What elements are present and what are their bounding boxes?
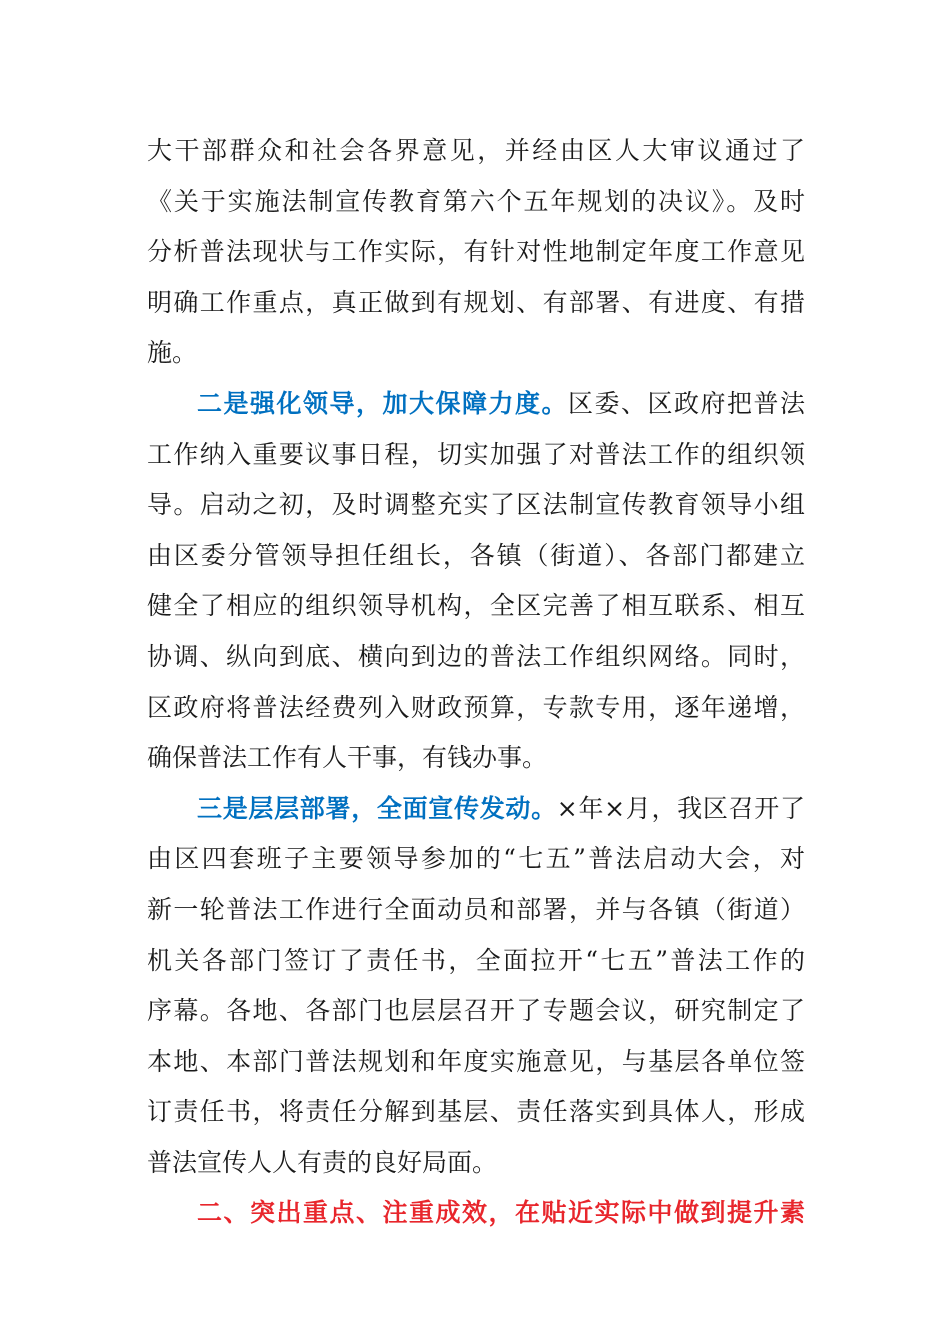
paragraph-line: 分析普法现状与工作实际，有针对性地制定年度工作意见 xyxy=(147,237,805,267)
paragraph-line: 《关于实施法制宣传教育第六个五年规划的决议》。及时 xyxy=(147,186,805,216)
paragraph-line: 由区委分管领导担任组长，各镇（街道）、各部门都建立 xyxy=(147,540,805,570)
paragraph-line: 普法宣传人人有责的良好局面。 xyxy=(147,1147,498,1177)
section-heading: 二、突出重点、注重成效，在贴近实际中做到提升素 xyxy=(197,1198,805,1228)
paragraph-line: 机关各部门签订了责任书，全面拉开“七五”普法工作的 xyxy=(147,945,805,975)
paragraph-line: 大干部群众和社会各界意见，并经由区人大审议通过了 xyxy=(147,136,805,165)
paragraph-line: 明确工作重点，真正做到有规划、有部署、有进度、有措 xyxy=(147,287,805,317)
paragraph-line: 区政府将普法经费列入财政预算，专款专用，逐年递增， xyxy=(147,692,805,722)
paragraph-line: 工作纳入重要议事日程，切实加强了对普法工作的组织领 xyxy=(147,439,805,469)
document-body xyxy=(147,126,805,1239)
paragraph-text: 区委、区政府把普法 xyxy=(567,388,805,418)
paragraph-line: 健全了相应的组织领导机构，全区完善了相互联系、相互 xyxy=(147,591,805,621)
paragraph-first-line xyxy=(147,784,805,835)
paragraph-line: 确保普法工作有人干事，有钱办事。 xyxy=(147,743,548,773)
subheading-layered-deployment: 三是层层部署，全面宣传发动。 xyxy=(197,793,557,823)
paragraph-line: 本地、本部门普法规划和年度实施意见，与基层各单位签 xyxy=(147,1046,805,1076)
paragraph-line: 订责任书，将责任分解到基层、责任落实到具体人，形成 xyxy=(147,1097,805,1127)
paragraph-first-line xyxy=(147,379,805,430)
paragraph-line: 新一轮普法工作进行全面动员和部署，并与各镇（街道） xyxy=(147,894,805,924)
subheading-strengthen-leadership: 二是强化领导，加大保障力度。 xyxy=(197,388,568,418)
paragraph-line: 序幕。各地、各部门也层层召开了专题会议，研究制定了 xyxy=(147,996,805,1026)
paragraph-line: 施。 xyxy=(147,338,198,368)
paragraph-line: 导。启动之初，及时调整充实了区法制宣传教育领导小组 xyxy=(147,490,805,520)
paragraph-line: 协调、纵向到底、横向到边的普法工作组织网络。同时， xyxy=(147,641,805,671)
paragraph-text: ×年×月，我区召开了 xyxy=(556,793,805,823)
paragraph-line: 由区四套班子主要领导参加的“七五”普法启动大会，对 xyxy=(147,844,805,874)
